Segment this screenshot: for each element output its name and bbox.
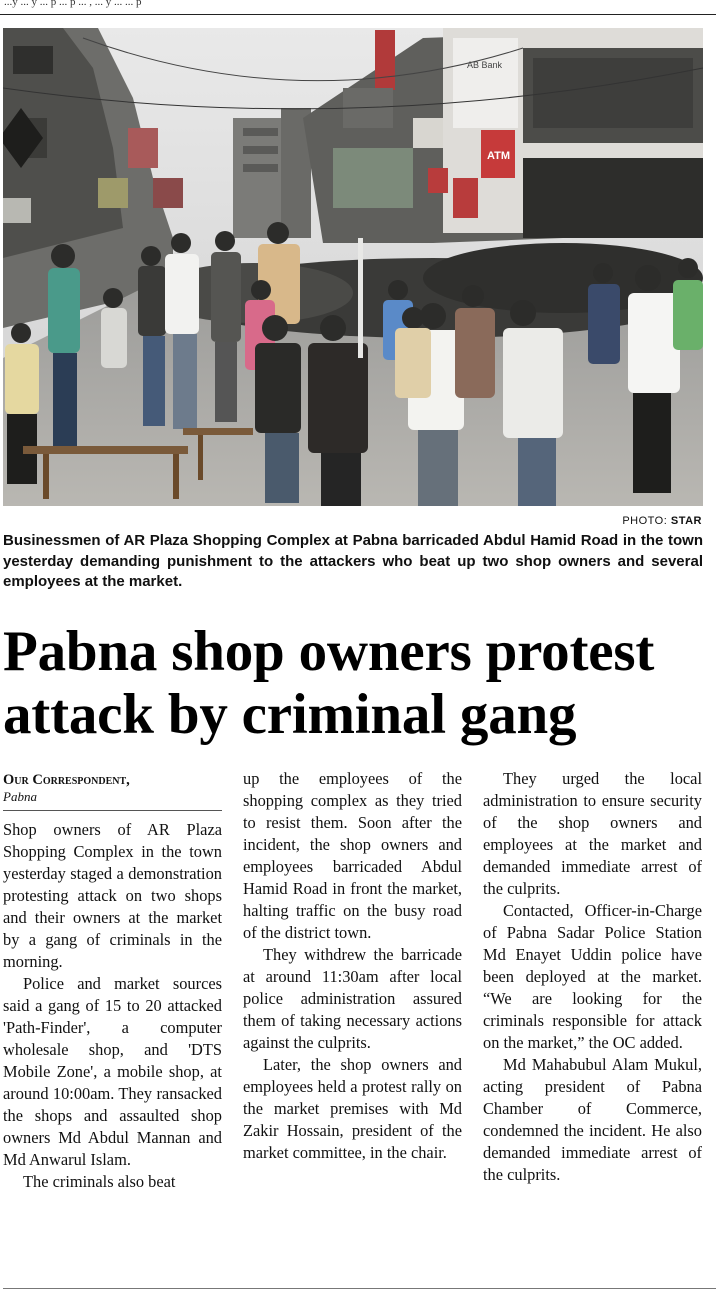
paragraph: Md Mahabubul Alam Mukul, acting president of Pabna Chamber of Commerce, condemned the incident. He also demanded immediate arrest of the culprits. [483,1055,702,1184]
paragraph: Contacted, Officer-in-Charge of Pabna Sadar Police Station Md Enayet Uddin police have been deployed at the market. “We are looking for the criminals responsible for attack on the market,” the OC added. [483,901,702,1052]
bank-sign: AB Bank [467,60,503,70]
paragraph: Later, the shop owners and employees held a protest rally on the market premises with Md Zakir Hossain, president of the market committee, in the chair. [243,1055,462,1162]
article-column-3 [483,768,702,1186]
previous-article-strip [0,0,716,15]
photo-credit [622,515,702,527]
byline-location: Pabna [3,789,222,811]
headline-line-2: attack by criminal gang [3,683,577,746]
paragraph: up the employees of the shopping complex as they tried to resist them. Soon after the incident, the shop owners and employees barricaded Abdul Hamid Road in front the market, halting traffic on the busy road of the district town. [243,769,462,942]
article-column-2 [243,768,462,1164]
bottom-rule [3,1288,716,1289]
paragraph: They urged the local administration to ensure security of the shop owners and employees at the market and demanded immediate arrest of the culprits. [483,769,702,898]
atm-sign: ATM [487,150,511,162]
photo-caption: Businessmen of AR Plaza Shopping Complex at Pabna barricaded Abdul Hamid Road in the town yesterday demanding punishment to the attackers who beat up two shop owners and several employees at the market. [3,532,703,590]
headline-line-1: Pabna shop owners protest [3,620,655,683]
paragraph: They withdrew the barricade at around 11:30am after local police administration assured them of taking necessary actions against the culprits. [243,945,462,1052]
photo-credit-label: PHOTO: [622,515,668,527]
previous-article-text: ...y ... y ... p ... p ... , ... y ... ... p [4,0,142,8]
article-column-1 [3,768,222,1193]
headline [3,620,715,746]
news-photo [3,28,703,506]
byline-author: Our Correspondent, [3,772,130,788]
photo-credit-source: STAR [670,515,702,527]
paragraph: The criminals also beat [23,1172,176,1191]
paragraph: Shop owners of AR Plaza Shopping Complex in the town yesterday staged a demonstration protesting attack on two shops and their owners at the market by a gang of criminals in the morning. [3,820,222,971]
paragraph: Police and market sources said a gang of 15 to 20 attacked 'Path-Finder', a computer wholesale shop, and 'DTS Mobile Zone', a mobile shop, at around 10:00am. They ransacked the shops and assaulted shop owners Md Abdul Mannan and Md Anwarul Islam. [3,974,222,1169]
